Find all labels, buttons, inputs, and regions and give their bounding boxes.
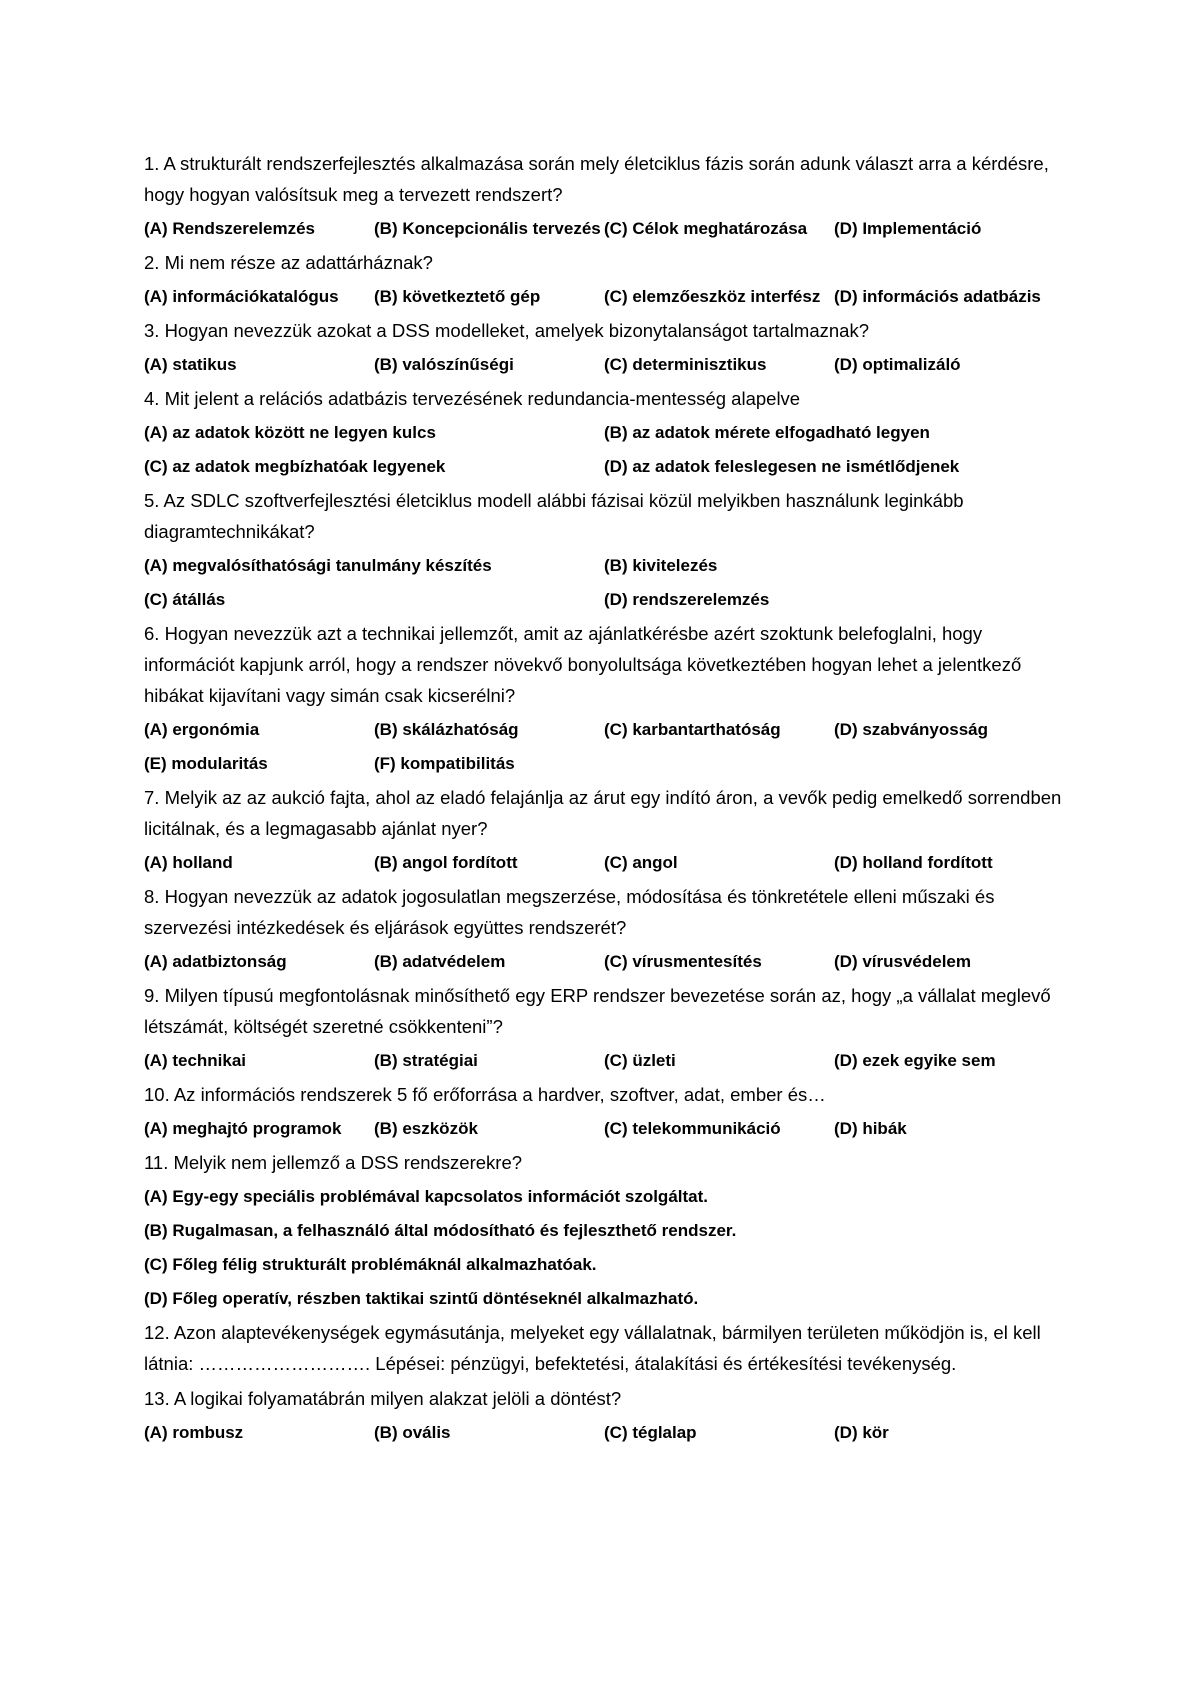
answer-options — [144, 945, 1064, 979]
answer-options — [144, 713, 1064, 781]
answer-options — [144, 212, 1064, 246]
answer-option: (A) holland — [144, 853, 233, 872]
answer-option: (C) karbantarthatóság — [604, 720, 781, 739]
question-block — [144, 618, 1064, 781]
question-block — [144, 881, 1064, 979]
answer-option: (C) angol — [604, 853, 678, 872]
answer-option: (A) rombusz — [144, 1423, 244, 1442]
question-text: 1. A strukturált rendszerfejlesztés alkalmazása során mely életciklus fázis során adunk választ arra a kérdésre, hogy hogyan valósítsuk meg a tervezett rendszert? — [144, 153, 1049, 205]
question-text: 5. Az SDLC szoftverfejlesztési életciklus modell alábbi fázisai közül melyikben használunk leginkább diagramtechnikákat? — [144, 490, 964, 542]
answer-option: (A) az adatok között ne legyen kulcs — [144, 423, 436, 442]
answer-options — [144, 280, 1064, 314]
question-text: 8. Hogyan nevezzük az adatok jogosulatlan megszerzése, módosítása és tönkretétele elleni műszaki és szervezési intézkedések és eljárások együttes rendszerét? — [144, 886, 995, 938]
answer-option: (D) vírusvédelem — [834, 952, 971, 971]
answer-option: (B) angol fordított — [374, 853, 518, 872]
answer-options — [144, 1112, 1064, 1146]
answer-options — [144, 348, 1064, 382]
question-text: 2. Mi nem része az adattárháznak? — [144, 252, 433, 273]
answer-option: (A) információkatalógus — [144, 287, 339, 306]
question-block — [144, 980, 1064, 1078]
question-text: 11. Melyik nem jellemző a DSS rendszerekre? — [144, 1152, 523, 1173]
answer-option: (B) stratégiai — [374, 1051, 478, 1070]
answer-option: (C) determinisztikus — [604, 355, 767, 374]
answer-option: (B) Rugalmasan, a felhasználó által módosítható és fejleszthető rendszer. — [144, 1221, 737, 1240]
question-text: 3. Hogyan nevezzük azokat a DSS modelleket, amelyek bizonytalanságot tartalmaznak? — [144, 320, 869, 341]
answer-option: (D) holland fordított — [834, 853, 993, 872]
question-block — [144, 1079, 1064, 1146]
answer-option: (D) hibák — [834, 1119, 907, 1138]
answer-option: (C) téglalap — [604, 1423, 697, 1442]
answer-option: (D) optimalizáló — [834, 355, 961, 374]
answer-option: (B) Koncepcionális tervezés — [374, 219, 601, 238]
answer-option: (E) modularitás — [144, 754, 268, 773]
answer-option: (B) kivitelezés — [604, 556, 718, 575]
answer-option: (A) Rendszerelemzés — [144, 219, 316, 238]
question-text: 13. A logikai folyamatábrán milyen alakzat jelöli a döntést? — [144, 1388, 622, 1409]
question-block — [144, 148, 1064, 246]
question-text: 4. Mit jelent a relációs adatbázis tervezésének redundancia-mentesség alapelve — [144, 388, 801, 409]
answer-option: (B) skálázhatóság — [374, 720, 519, 739]
answer-option: (B) következtető gép — [374, 287, 541, 306]
answer-options — [144, 1416, 1064, 1450]
question-text: 9. Milyen típusú megfontolásnak minősíthető egy ERP rendszer bevezetése során az, hogy „a vállalat meglevő létszámát, költségét szeretné csökkenteni”? — [144, 985, 1051, 1037]
answer-option: (C) az adatok megbízhatóak legyenek — [144, 457, 446, 476]
answer-option: (C) telekommunikáció — [604, 1119, 781, 1138]
answer-options — [144, 416, 1064, 484]
question-block — [144, 1147, 1064, 1316]
answer-option: (C) átállás — [144, 590, 226, 609]
answer-option: (D) Implementáció — [834, 219, 982, 238]
question-block — [144, 1383, 1064, 1450]
answer-option: (D) ezek egyike sem — [834, 1051, 996, 1070]
answer-option: (B) eszközök — [374, 1119, 478, 1138]
answer-option: (C) elemzőeszköz interfész — [604, 287, 821, 306]
answer-option: (B) valószínűségi — [374, 355, 514, 374]
answer-option: (B) ovális — [374, 1423, 451, 1442]
answer-option: (C) Főleg félig strukturált problémáknál alkalmazhatóak. — [144, 1255, 597, 1274]
answer-options — [144, 549, 1064, 617]
answer-options — [144, 846, 1064, 880]
question-block — [144, 1317, 1064, 1379]
question-block — [144, 247, 1064, 314]
answer-option: (A) technikai — [144, 1051, 247, 1070]
answer-option: (D) Főleg operatív, részben taktikai szintű döntéseknél alkalmazható. — [144, 1289, 699, 1308]
answer-option: (B) az adatok mérete elfogadható legyen — [604, 423, 930, 442]
question-text: 10. Az információs rendszerek 5 fő erőforrása a hardver, szoftver, adat, ember és… — [144, 1084, 826, 1105]
answer-options — [144, 1044, 1064, 1078]
answer-option: (D) szabványosság — [834, 720, 988, 739]
question-text: 12. Azon alaptevékenységek egymásutánja, melyeket egy vállalatnak, bármilyen területen működjön is, el kell látnia: ………………………. Lépései: pénzügyi, befektetési, átalakítási és értékesítési tevékenység. — [144, 1322, 1041, 1374]
answer-option: (D) kör — [834, 1423, 889, 1442]
question-text: 6. Hogyan nevezzük azt a technikai jellemzőt, amit az ajánlatkérésbe azért szoktunk belefoglalni, hogy információt kapjunk arról, hogy a rendszer növekvő bonyolultsága következtében hogyan lehet a jelentkező hibákat kijavítani vagy simán csak kicserélni? — [144, 623, 1022, 706]
answer-option: (C) vírusmentesítés — [604, 952, 762, 971]
answer-option: (A) meghajtó programok — [144, 1119, 342, 1138]
answer-option: (A) statikus — [144, 355, 237, 374]
answer-option: (A) megvalósíthatósági tanulmány készítés — [144, 556, 492, 575]
question-text: 7. Melyik az az aukció fajta, ahol az eladó felajánlja az árut egy indító áron, a vevők pedig emelkedő sorrendben licitálnak, és a legmagasabb ajánlat nyer? — [144, 787, 1062, 839]
answer-option: (F) kompatibilitás — [374, 754, 515, 773]
answer-option: (D) az adatok feleslegesen ne ismétlődjenek — [604, 457, 960, 476]
question-block — [144, 782, 1064, 880]
answer-option: (C) Célok meghatározása — [604, 219, 808, 238]
question-block — [144, 485, 1064, 617]
answer-option: (D) rendszerelemzés — [604, 590, 770, 609]
answer-option: (B) adatvédelem — [374, 952, 506, 971]
answer-option: (D) információs adatbázis — [834, 287, 1041, 306]
answer-option: (A) Egy-egy speciális problémával kapcsolatos információt szolgáltat. — [144, 1187, 708, 1206]
answer-option: (A) ergonómia — [144, 720, 260, 739]
answer-option: (A) adatbiztonság — [144, 952, 287, 971]
answer-option: (C) üzleti — [604, 1051, 676, 1070]
question-sheet — [144, 148, 1064, 1451]
question-block — [144, 315, 1064, 382]
question-block — [144, 383, 1064, 484]
answer-options — [144, 1180, 1064, 1316]
